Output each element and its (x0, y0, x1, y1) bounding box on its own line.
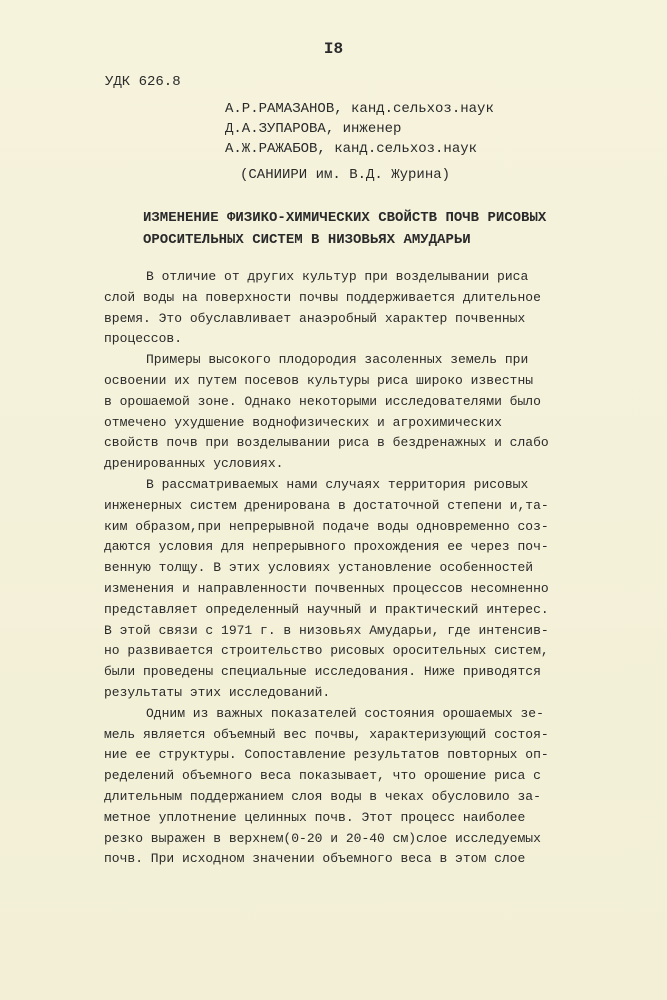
body-text-line: слой воды на поверхности почвы поддерживается длительное (104, 289, 541, 305)
body-text-line: Одним из важных показателей состояния орошаемых зе- (146, 705, 544, 721)
article-title (143, 207, 603, 251)
body-text-line: метное уплотнение целинных почв. Этот процесс наиболее (104, 809, 526, 825)
body-text-line: представляет определенный научный и практический интерес. (104, 601, 549, 617)
institute-affiliation: (САНИИРИ им. В.Д. Журина) (240, 167, 451, 183)
body-text-line: дренированных условиях. (104, 456, 284, 472)
body-text-line: результаты этих исследований. (104, 684, 331, 700)
body-text-line: ние ее структуры. Сопоставление результатов повторных оп- (104, 747, 549, 763)
body-text-line: почв. При исходном значении объемного веса в этом слое (104, 851, 526, 867)
body-text-line: мель является объемный вес почвы, характеризующий состоя- (104, 726, 549, 742)
body-text-line: даются условия для непрерывного прохождения ее через поч- (104, 539, 549, 555)
body-text-line: свойств почв при возделывании риса в бездренажных и слабо (104, 435, 549, 451)
body-text-line: ределений объемного веса показывает, что орошение риса с (104, 768, 541, 784)
body-text-line: резко выражен в верхнем(0-20 и 20-40 см)слое исследуемых (104, 830, 541, 846)
body-text-line: процессов. (104, 331, 183, 347)
body-text-line: В этой связи с 1971 г. в низовьях Амударьи, где интенсив- (104, 622, 549, 638)
body-text-line: но развивается строительство рисовых оросительных систем, (104, 643, 549, 659)
page-number: I8 (323, 40, 344, 58)
body-text-line: время. Это обуславливает анаэробный характер почвенных (104, 310, 526, 326)
author-line: Д.А.ЗУПАРОВА, инженер (225, 121, 402, 137)
body-text-line: длительным поддержанием слоя воды в чеках обусловило за- (104, 788, 541, 804)
body-text-line: в орошаемой зоне. Однако некоторыми исследователями было (104, 393, 541, 409)
author-list (225, 99, 494, 159)
body-text-line: ким образом,при непрерывной подаче воды одновременно соз- (104, 518, 549, 534)
body-text-line: Примеры высокого плодородия засоленных земель при (146, 352, 529, 368)
body-text-line: В отличие от других культур при возделывании риса (146, 269, 529, 284)
title-line: ИЗМЕНЕНИЕ ФИЗИКО-ХИМИЧЕСКИХ СВОЙСТВ ПОЧВ РИСОВЫХ (143, 210, 547, 226)
body-text-line: отмечено ухудшение воднофизических и агрохимических (104, 414, 502, 430)
author-line: А.Р.РАМАЗАНОВ, канд.сельхоз.наук (225, 101, 494, 117)
udk-code: УДК 626.8 (105, 74, 181, 90)
article-body (104, 267, 604, 870)
body-text-line: изменения и направленности почвенных процессов несомненно (104, 580, 549, 596)
body-text-line: были проведены специальные исследования. Ниже приводятся (104, 664, 541, 680)
body-text-line: венную толщу. В этих условиях установление особенностей (104, 560, 534, 576)
title-line: ОРОСИТЕЛЬНЫХ СИСТЕМ В НИЗОВЬЯХ АМУДАРЬИ (143, 232, 471, 248)
body-text-line: освоении их путем посевов культуры риса широко известны (104, 372, 534, 388)
body-text-line: В рассматриваемых нами случаях территория рисовых (146, 476, 529, 492)
author-line: А.Ж.РАЖАБОВ, канд.сельхоз.наук (225, 141, 478, 157)
body-text-line: инженерных систем дренирована в достаточной степени и,та- (104, 497, 549, 513)
